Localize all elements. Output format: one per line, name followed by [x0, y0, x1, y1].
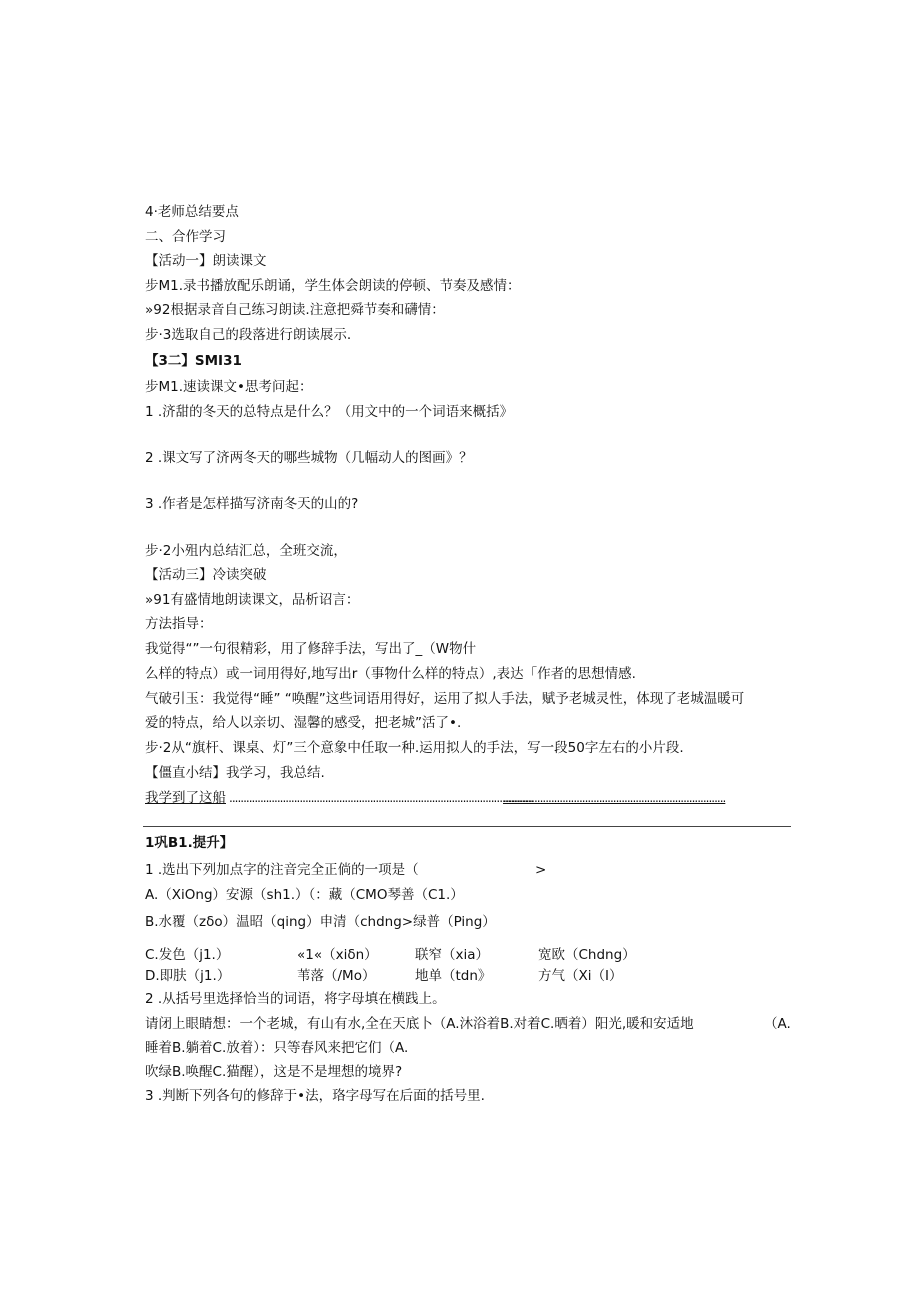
choice-d-item: 地单（tdn》	[415, 968, 492, 984]
answer-bracket: >	[535, 862, 547, 878]
choice-c-item: «1«（xiδn）	[297, 947, 378, 963]
step-line: 步·2从“旗杆、课桌、灯”三个意象中任取一种.运用拟人的手法，写一段50字左右的小片段.	[145, 740, 684, 756]
activity-one-heading: 【活动一】朗读课文	[145, 253, 267, 269]
teacher-summary-line: 4·老师总结要点	[145, 204, 239, 220]
exercise-question: 3 .判断下列各句的修辞于•法，珞字母写在后面的括号里.	[145, 1088, 485, 1104]
step-line: 步·2小殂内总结汇总，全班交流，	[145, 543, 347, 559]
choice-a: A.（XiOng）安源（sh1.）（：藏（CMO琴善（C1.）	[145, 887, 464, 903]
fill-in-paragraph: 吹绿B.唤醒C.猫醒），这是不是埋想的境界?	[145, 1064, 403, 1080]
summary-heading: 【僵直小结】我学习，我总结.	[145, 765, 325, 781]
learned-fill-label: 我学到了这船	[145, 790, 226, 806]
choice-d-item: D.即肤（j1.）	[145, 968, 231, 984]
step-line: »91有盛情地朗读课文，品析诏言：	[145, 592, 360, 608]
activity-two-heading: 【3二】SMI31	[145, 353, 242, 369]
choice-d-item: 方气（Xi（I）	[538, 968, 623, 984]
section-heading-cooperative: 二、合作学习	[145, 229, 226, 245]
exercise-question: 2 .从括号里选择恰当的词语，将字母填在横践上。	[145, 991, 446, 1007]
example-paragraph: 气破引玉：我觉得“睡” “唤醒”这些词语用得好，运用了拟人手法，赋予老城灵性，体现了老城温暖可	[145, 691, 745, 707]
fill-in-paragraph: （A.	[764, 1016, 791, 1032]
question-item: 2 .课文写了济两冬天的哪些城物（几幅动人的图画》？	[145, 450, 473, 466]
choice-c-item: C.发色（j1.）	[145, 947, 230, 963]
method-guide-text: 我觉得“”一句很精彩，用了修辞手法，写出了_（W物什	[145, 641, 477, 657]
step-line: 步·3选取自己的段落进行朗读展示.	[145, 327, 352, 343]
example-paragraph: 爱的特点，给人以亲切、湿馨的感受，把老城”活了•.	[145, 715, 462, 731]
fill-in-paragraph: 请闭上眼睛想：一个老城，有山有水,全在天底卜（A.沐浴着B.对着C.晒着）阳光,暖和安适地	[145, 1016, 694, 1032]
step-line: 步M1.速读课文•思考问起：	[145, 379, 313, 395]
fill-in-dotted-line: ............................................................................................................	[229, 791, 533, 805]
step-line: »92根据录音自己练习朗读.注意把舜节奏和礴情：	[145, 302, 445, 318]
section-divider	[143, 826, 791, 827]
step-line: 步M1.录书播放配乐朗诵，学生体会朗读的停顿、节奏及感情：	[145, 278, 521, 294]
choice-b: B.水覆（zδo）温昭（qing）申清（chdng>绿普（Ping）	[145, 914, 496, 930]
question-item: 3 .作者是怎样描写济南冬天的山的?	[145, 496, 359, 512]
method-guide-label: 方法指导：	[145, 616, 213, 632]
choice-c-item: 联窄（xia）	[415, 947, 490, 963]
choice-d-item: 苇落（/Mo）	[297, 968, 376, 984]
activity-three-heading: 【活动三】冷读突破	[145, 567, 267, 583]
exercise-question: 1 .选出下列加点字的注音完全正倘的一项是（	[145, 862, 419, 878]
fill-in-dotted-line: ...............................................................................	[503, 791, 726, 805]
fill-in-paragraph: 睡着B.躺着C.放着）：只等春风来把它们（A.	[145, 1040, 409, 1056]
question-item: 1 .济甜的冬天的总特点是什么？（用文中的一个词语来概括》	[145, 404, 514, 420]
consolidation-heading: 1巩B1.提升】	[145, 835, 234, 851]
method-guide-text: 么样的特点）或一词用得好,地写出r（事物什么样的特点）,表达「作者的思想情感.	[145, 666, 636, 682]
choice-c-item: 宽欧（Chdng）	[538, 947, 636, 963]
